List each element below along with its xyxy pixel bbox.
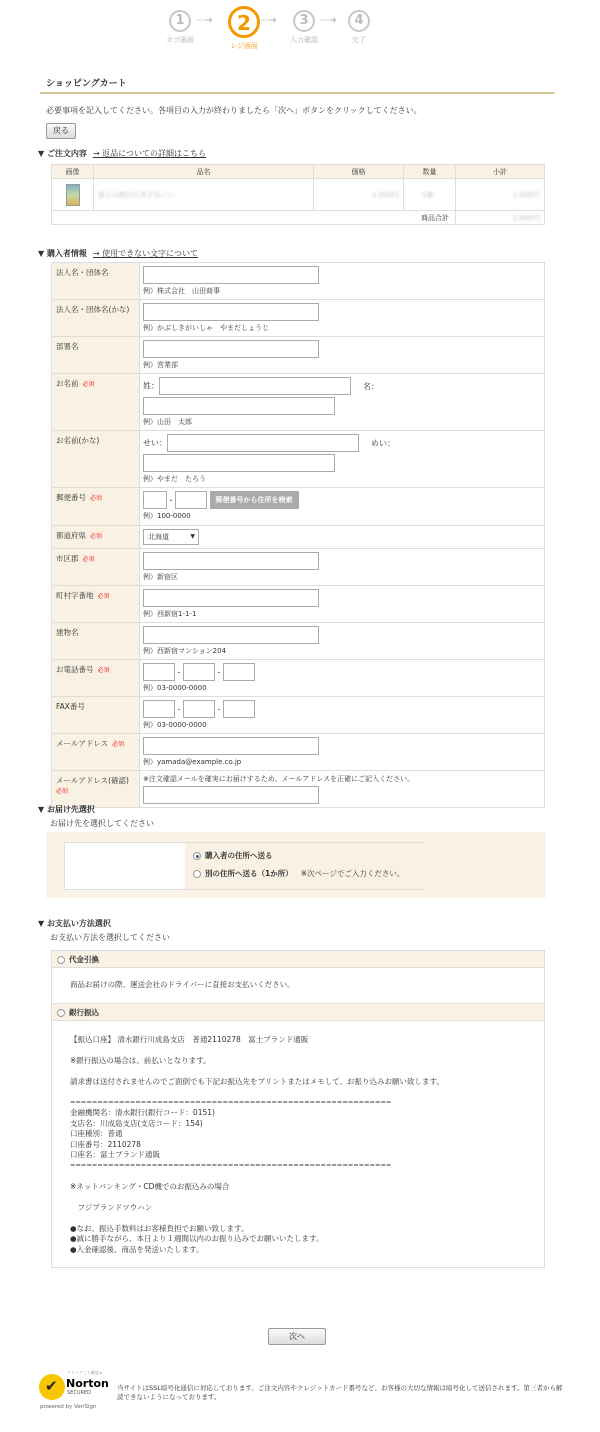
tel2-input[interactable] [183,663,215,681]
first-name-input[interactable] [143,397,335,415]
email-input[interactable] [143,737,319,755]
last-name-input[interactable] [159,377,351,395]
cart-total: 1,000円 [512,213,540,222]
delivery-option-other[interactable]: 別の住所へ送る（1か所） ※次ページでご入力ください。 [193,868,417,879]
bank-info-line [70,1087,526,1098]
product-price: 1,000円 [371,190,399,199]
step-arrow-icon: ·····➜ [320,16,336,26]
bank-info-line: フジブランドツウハン [70,1202,153,1212]
delivery-box [46,832,546,898]
cod-description: 商品お届けの際、運送会社のドライバーに直接お支払いください。 [52,968,544,1004]
page-title: ショッピングカート [40,76,555,94]
total-label: 商品合計 [52,211,456,225]
delivery-option-buyer[interactable]: 購入者の住所へ送る [193,850,417,861]
bank-info-line [70,1213,526,1224]
bank-description [52,1021,544,1268]
next-button[interactable]: 次へ [268,1328,326,1345]
fax3-input[interactable] [223,700,255,718]
bank-info-line: 金融機関名：清水銀行(銀行コード：0151) [70,1108,215,1117]
bank-info-line: ●誠に勝手ながら、本日より１週間以内のお振り込みでお願いいたします。 [70,1234,324,1243]
pref-select[interactable]: 北海道 ▼ [143,529,199,545]
cart-item-row [52,179,545,211]
payment-instructions: お支払い方法を選択してください [50,933,170,942]
product-name: 富士山柄の日本手ぬぐい [98,190,175,199]
bank-info-line: ●入金確認後、商品を発送いたします。 [70,1244,204,1254]
company-kana-label: 法人名・団体名(かな) [52,300,140,337]
zip-search-button[interactable]: 郵便番号から住所を検索 [210,491,299,509]
product-thumbnail [66,184,80,206]
return-policy-link[interactable]: → 返品についての詳細はこちら [92,149,207,158]
payment-option-cod[interactable]: 代金引換 [52,951,544,968]
ssl-notice: 当サイトはSSL暗号化通信に対応しております。ご注文内容やクレジットカード番号など、お客様の大切な情報は暗号化して送信されます。第三者から解読できないようになっております。 [117,1384,563,1401]
bank-info-line [70,1045,526,1056]
building-input[interactable] [143,626,319,644]
step-3: 3 入力確認 [282,6,326,45]
cart-table [51,164,545,225]
product-qty: 1個 [422,190,434,199]
bank-info-line: 口座番号：2110278 [70,1139,141,1149]
payment-option-bank[interactable]: 銀行振込 [52,1004,544,1021]
bank-info-line: 口座名：富士ブランド通販 [70,1150,160,1159]
pref-label: 都道府県 必須 [52,526,140,549]
cart-total-row [52,211,545,225]
dept-input[interactable] [143,340,319,358]
company-label: 法人名・団体名 [52,263,140,300]
bank-info-line [70,1171,526,1182]
last-name-kana-input[interactable] [167,434,359,452]
norton-seal[interactable]: クリックして確認 ▸ ✔ Norton SECURED powered by VeriSign [40,1370,109,1410]
bank-info-line: =========================================================== [70,1160,392,1169]
email-confirm-label: メールアドレス(確認) 必須 [52,771,140,808]
product-subtotal: 1,000円 [512,190,540,199]
bank-info-line [70,1066,526,1077]
email-confirm-input[interactable] [143,786,319,804]
tel1-input[interactable] [143,663,175,681]
bank-info-line: ※銀行振込の場合は、前払いとなります。 [70,1055,211,1065]
tel3-input[interactable] [223,663,255,681]
checkout-steps [160,6,390,56]
zip1-input[interactable] [143,491,167,509]
payment-methods [51,950,545,1268]
back-button[interactable]: 戻る [46,123,76,139]
invalid-chars-link[interactable]: → 使用できない文字について [92,249,199,258]
tel-label: お電話番号 必須 [52,660,140,697]
step-1: 1 カゴ画面 [158,6,202,45]
bank-info-line: =========================================================== [70,1097,392,1106]
step-arrow-icon: ·····➜ [196,16,212,26]
city-label: 市区郡 必須 [52,549,140,586]
bank-info-line: ●なお、振込手数料はお客様負担でお願い致します。 [70,1223,249,1233]
fax2-input[interactable] [183,700,215,718]
building-label: 建物名 [52,623,140,660]
bank-info-line: 【振込口座】 清水銀行川成島支店 普通2110278 富士ブランド通販 [70,1034,309,1044]
step-4: 4 完了 [337,6,381,45]
order-section-heading: ▼ ご注文内容 → 返品についての詳細はこちら [38,149,207,158]
bank-info-line [70,1192,526,1203]
dept-label: 部署名 [52,337,140,374]
email-label: メールアドレス 必須 [52,734,140,771]
name-kana-label: お名前(かな) [52,431,140,488]
cart-header-row: 画像 品名 価格 数量 小計 [52,165,545,179]
bank-info-line: ※ネットバンキング・CD機でのお振込みの場合 [70,1181,230,1191]
payment-section-heading: ▼ お支払い方法選択 [38,919,111,928]
fax-label: FAX番号 [52,697,140,734]
zip2-input[interactable] [175,491,207,509]
delivery-instructions: お届け先を選択してください [50,819,154,828]
bank-info-line: 支店名：川成島支店(支店コード：154) [70,1118,203,1128]
name-label: お名前 必須 [52,374,140,431]
first-name-kana-input[interactable] [143,454,335,472]
buyer-form: 法人名・団体名 例）株式会社 山田商事 法人名・団体名(かな) 例）かぶしきがいしゃ やまだしょうじ 部署名 例）営業部 お名前 必須 姓： 名： 例）山田 太郎 お名前(かな) せい： めい： 例）やまだ たろう 郵便番号 必須 - 郵便番号から住所を検索 例）100-0000 都道府県 必須 北海道 ▼ 市区郡 必須 例）新宿区 町村字番地 必須 例）西新宿1-1-1 建物名 例）西新宿マンション204 お電話番号 必須 - - 例）03-0000-0000 FAX番号 - - 例）03-0000-0000 メールアドレス 必須 例）yamada@example.co.jp メールアドレス(確認) 必須 ※注文確認メールを確実にお届けするため、メールアドレスを正確にご記入ください。 [51,262,545,808]
bank-info-line: 口座種別：普通 [70,1129,123,1138]
radio-icon[interactable] [57,956,65,964]
town-input[interactable] [143,589,319,607]
town-label: 町村字番地 必須 [52,586,140,623]
chevron-down-icon: ▼ [190,533,195,540]
city-input[interactable] [143,552,319,570]
step-2: 2 レジ画面 [222,6,266,51]
radio-icon[interactable] [193,870,201,878]
delivery-section-heading: ▼ お届け先選択 [38,805,95,814]
buyer-section-heading: ▼ 購入者情報 → 使用できない文字について [38,249,199,258]
radio-icon[interactable] [57,1009,65,1017]
instructions: 必要事項を記入してください。各項目の入力が終わりましたら「次へ」ボタンをクリックしてください。 [46,106,422,115]
company-input[interactable] [143,266,319,284]
zip-label: 郵便番号 必須 [52,488,140,526]
step-arrow-icon: ·····➜ [260,16,276,26]
radio-selected-icon[interactable] [193,852,201,860]
delivery-options [185,843,425,889]
fax1-input[interactable] [143,700,175,718]
bank-info-line: 請求書は送付されませんのでご面倒でも下記お振込先をプリントまたはメモして、お振り込みお願い致します。 [70,1076,444,1086]
company-kana-input[interactable] [143,303,319,321]
